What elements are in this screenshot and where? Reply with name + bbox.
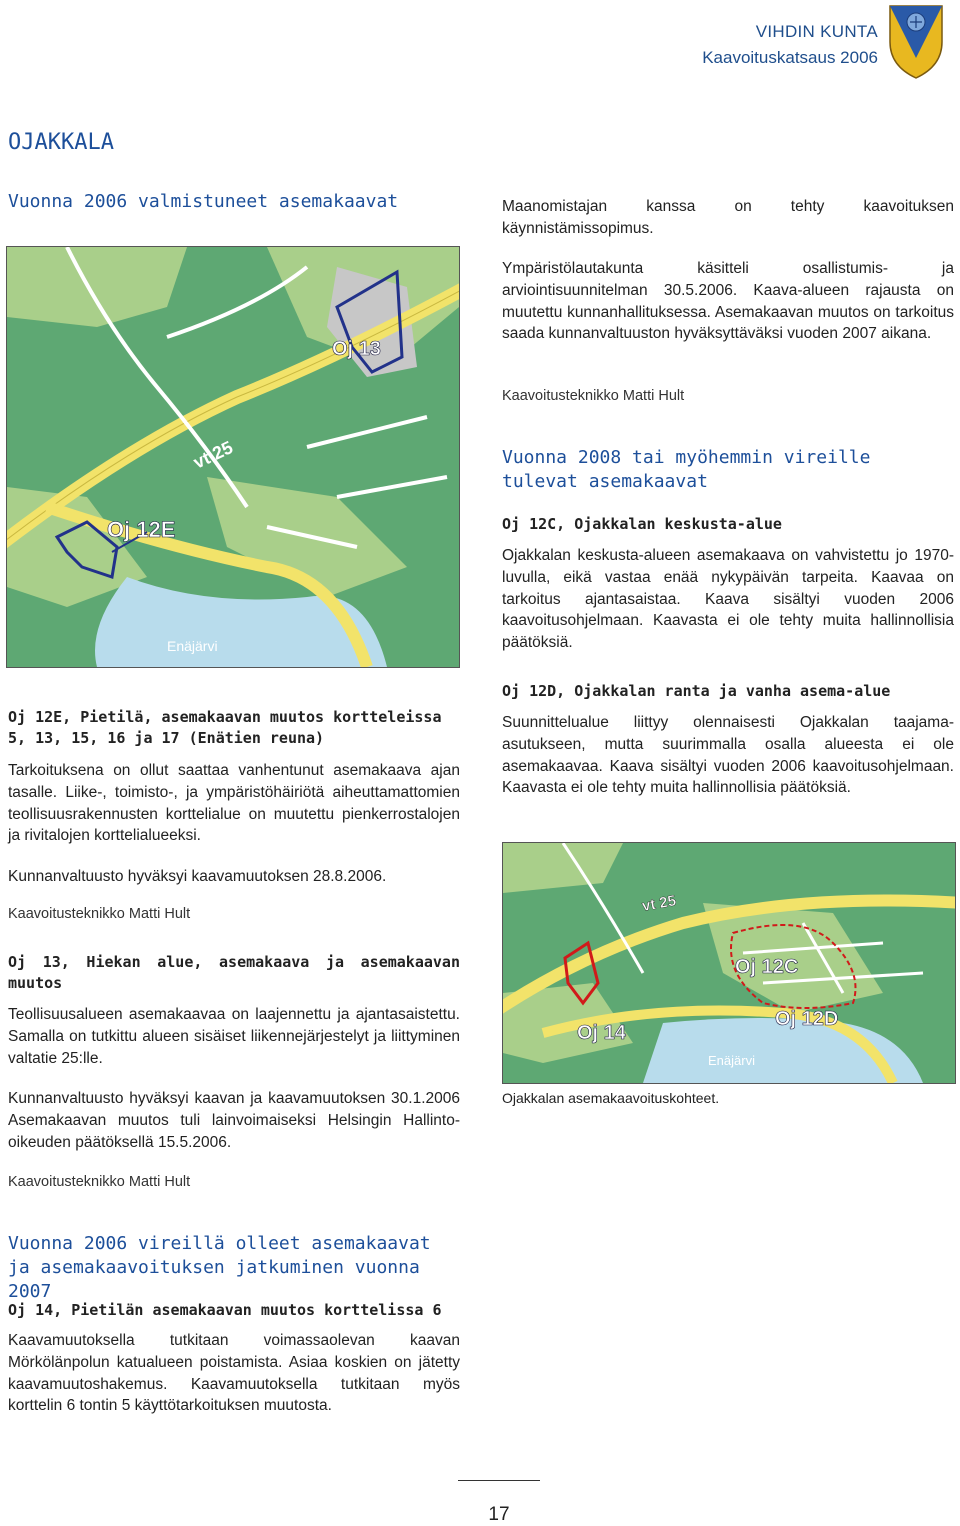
oj12d-title: Oj 12D, Ojakkalan ranta ja vanha asema-alue <box>502 682 891 700</box>
map1-label-oj13: Oj 13 <box>332 338 381 360</box>
coat-of-arms-icon <box>886 2 946 80</box>
oj13-signature: Kaavoitusteknikko Matti Hult <box>8 1174 191 1190</box>
map-oj13-oj12e <box>6 246 460 668</box>
section-title-2006-active: Vuonna 2006 vireillä olleet asemakaavat ja asemakaavoituksen jatkuminen vuonna 2007 <box>8 1233 431 1302</box>
section-title-2008: Vuonna 2008 tai myöhemmin vireille tulevat asemakaavat <box>502 447 871 492</box>
right-para-1: Maanomistajan kanssa on tehty kaavoituksen käynnistämissopimus. <box>502 198 954 237</box>
page-number: 17 <box>488 1504 510 1525</box>
oj14-title: Oj 14, Pietilän asemakaavan muutos korttelissa 6 <box>8 1301 442 1319</box>
right-para-2: Ympäristölautakunta käsitteli osallistumis- ja arviointisuunnitelman 30.5.2006. Kaava-alueen rajausta on muutettu kunnanhallituksessa. Asemakaavan muutos on tarkoitus saada kunnanvaltuuston hyväksyttäväksi vuoden 2007 aikana. <box>502 260 954 343</box>
map2-label-vt25: vt 25 <box>640 892 678 915</box>
oj12e-approval: Kunnanvaltuusto hyväksyi kaavamuutoksen 28.8.2006. <box>8 868 387 885</box>
map2-label-oj14: Oj 14 <box>577 1022 626 1044</box>
oj13-title: Oj 13, Hiekan alue, asemakaava ja asemakaavan muutos <box>8 953 460 992</box>
map1-label-vt25: vt 25 <box>190 437 236 473</box>
right-signature: Kaavoitusteknikko Matti Hult <box>502 388 685 404</box>
header-org: VIHDIN KUNTA <box>755 22 878 41</box>
page-number-rule <box>458 1480 540 1481</box>
oj12e-signature: Kaavoitusteknikko Matti Hult <box>8 906 191 922</box>
map2-label-oj12c: Oj 12C <box>735 956 799 978</box>
map2-caption: Ojakkalan asemakaavoituskohteet. <box>502 1090 720 1106</box>
oj12e-text: Tarkoituksena on ollut saattaa vanhentunut asemakaava ajan tasalle. Liike-, toimisto-, ja ympäristöhäiriötä aiheuttamattomien teollisuusrakennusten korttelialue on muutettu pienkerrostalojen ja rivitalojen korttelialueeksi. <box>8 762 460 845</box>
map2-label-lake: Enäjärvi <box>708 1053 755 1068</box>
map1-label-oj12e: Oj 12E <box>107 517 176 542</box>
header-subtitle: Kaavoituskatsaus 2006 <box>702 48 878 67</box>
oj14-text: Kaavamuutoksella tutkitaan voimassaolevan kaavan Mörkölänpolun katualueen poistamista. Asiaa koskien on jätetty kaavamuutoshakemus. Kaavamuutoksella tutkitaan myös korttelin 6 tontin 5 käyttötarkoituksen muutosta. <box>8 1332 460 1415</box>
page-title: OJAKKALA <box>8 130 114 155</box>
map2-label-oj12d: Oj 12D <box>775 1008 839 1030</box>
map-ojakkala-targets <box>502 842 956 1084</box>
oj12c-text: Ojakkalan keskusta-alueen asemakaava on vahvistettu jo 1970-luvulla, eikä vastaa enää nykypäivän tarpeita. Kaavaa on tarkoitus ajantasaistaa. Kaava sisältyi vuoden 2006 kaavoitusohjelmaan. Kaavasta ei ole tehty muita hallinnollisia päätöksiä. <box>502 547 954 652</box>
oj13-approval: Kunnanvaltuusto hyväksyi kaavan ja kaavamuutoksen 30.1.2006 Asemakaavan muutos tuli lainvoimaiseksi Helsingin Hallinto-oikeuden päätöksellä 15.5.2006. <box>8 1090 460 1151</box>
section-title-2006-done: Vuonna 2006 valmistuneet asemakaavat <box>8 191 399 212</box>
oj12e-title: Oj 12E, Pietilä, asemakaavan muutos kortteleissa 5, 13, 15, 16 ja 17 (Enätien reuna) <box>8 708 442 747</box>
map1-label-lake: Enäjärvi <box>167 638 218 654</box>
oj12c-title: Oj 12C, Ojakkalan keskusta-alue <box>502 515 782 533</box>
oj12d-text: Suunnittelualue liittyy olennaisesti Ojakkalan taajama-asutukseen, mutta suurimmalla osalla alueesta ei ole asemakaavaa. Kaava sisältyi vuoden 2006 kaavoitusohjelmaan. Kaavasta ei ole tehty muita hallinnollisia päätöksiä. <box>502 714 954 797</box>
oj13-text: Teollisuusalueen asemakaavaa on laajennettu ja ajantasaistettu. Samalla on tutkittu alueen sisäiset liikennejärjestelyt ja liittyminen valtatie 25:lle. <box>8 1006 460 1067</box>
